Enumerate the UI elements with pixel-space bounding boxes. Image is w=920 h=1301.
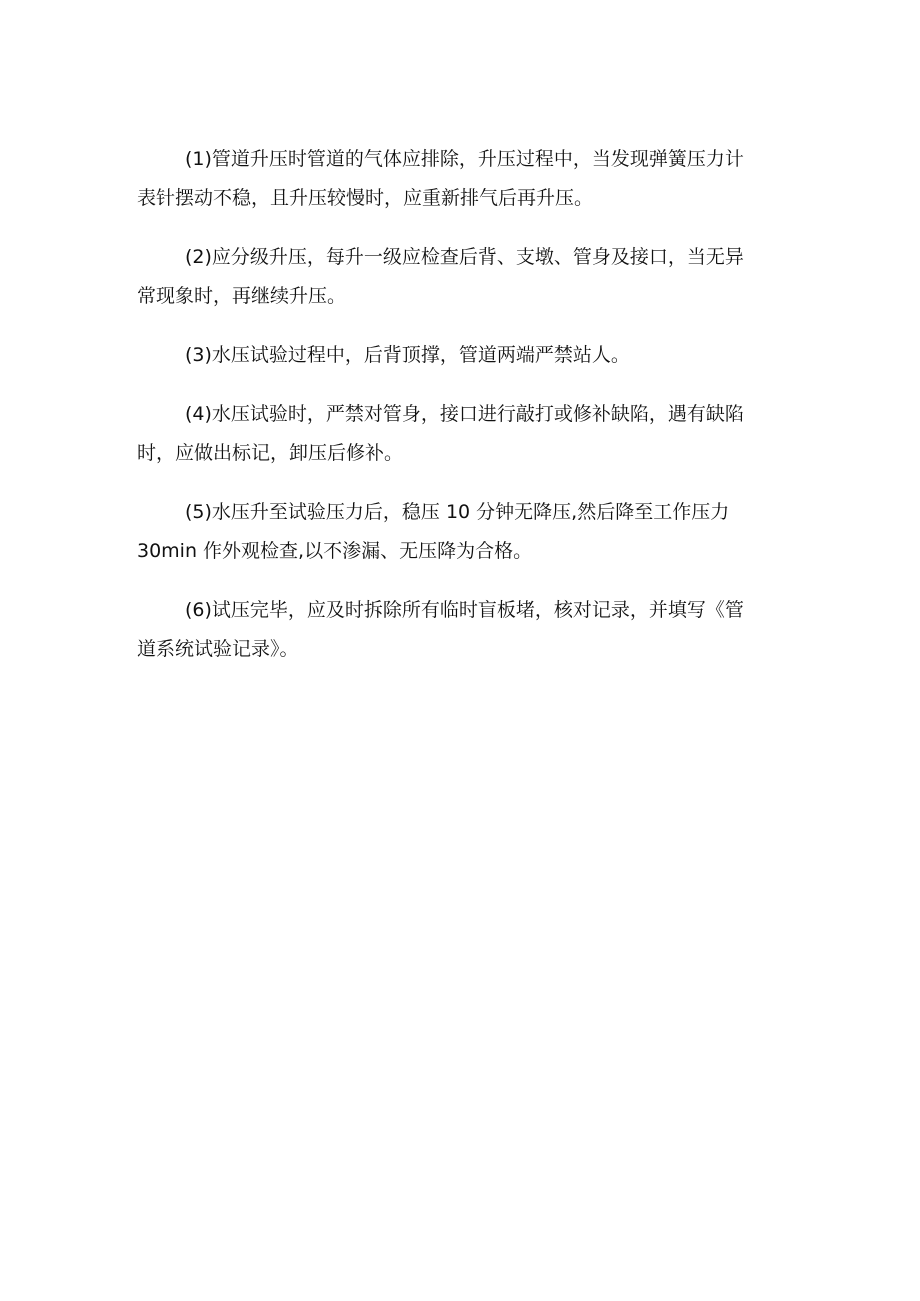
paragraph-line: 30min 作外观检查,以不渗漏、无压降为合格。 <box>137 540 533 562</box>
paragraph-6 <box>137 591 787 669</box>
document-body <box>137 140 787 689</box>
paragraph-line: (5)水压升至试验压力后，稳压 10 分钟无降压,然后降至工作压力 <box>185 501 730 523</box>
paragraph-2 <box>137 238 787 316</box>
paragraph-line: 道系统试验记录》。 <box>137 638 299 660</box>
paragraph-line: 常现象时，再继续升压。 <box>137 285 347 307</box>
paragraph-line: (1)管道升压时管道的气体应排除，升压过程中，当发现弹簧压力计 <box>185 148 744 170</box>
paragraph-line: (3)水压试验过程中，后背顶撑，管道两端严禁站人。 <box>185 344 630 366</box>
paragraph-4 <box>137 395 787 473</box>
paragraph-line: 时，应做出标记，卸压后修补。 <box>137 442 404 464</box>
paragraph-line: 表针摆动不稳，且升压较慢时，应重新排气后再升压。 <box>137 187 594 209</box>
paragraph-1 <box>137 140 787 218</box>
paragraph-line: (4)水压试验时，严禁对管身，接口进行敲打或修补缺陷，遇有缺陷 <box>185 403 744 425</box>
paragraph-3 <box>137 336 787 375</box>
paragraph-line: (6)试压完毕，应及时拆除所有临时盲板堵，核对记录，并填写《管 <box>185 599 744 621</box>
paragraph-line: (2)应分级升压，每升一级应检查后背、支墩、管身及接口，当无异 <box>185 246 744 268</box>
paragraph-5 <box>137 493 787 571</box>
